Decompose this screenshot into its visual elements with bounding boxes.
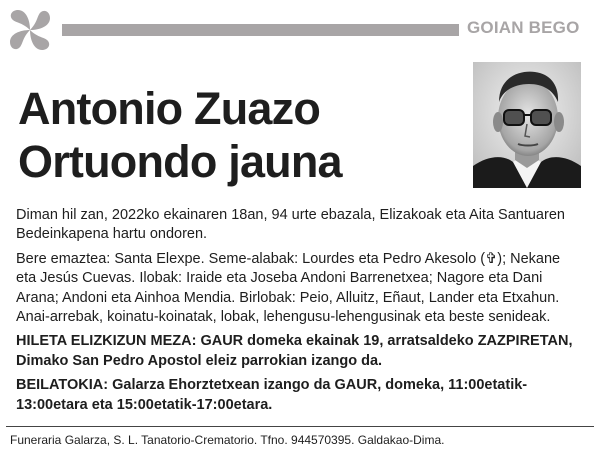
footer-funeral-home: Funeraria Galarza, S. L. Tanatorio-Crematorio. Tfno. 944570395. Galdakao-Dima. (10, 433, 445, 447)
header-label: GOIAN BEGO (467, 18, 580, 37)
wake-paragraph: BEILATOKIA: Galarza Ehorztetxean izango da GAUR, domeka, 11:00etatik-13:00etara eta 15:00etatik-17:00etara. (16, 377, 528, 413)
family-paragraph: Bere emaztea: Santa Elexpe. Seme-alabak: Lourdes eta Pedro Akesolo (✞); Nekane eta Jesús Cuevas. Ilobak: Iraide eta Joseba Andoni Barrenetxea; Nagore eta Dani Arana; Andoni eta Ainhoa Mendia. Birlobak: Peio, Alluitz, Eñaut, Lander eta Etxahun. Anai-arrebak, koinatu-koinatak, lobak, lehengusu-lehengusinak eta beste senideak. (16, 250, 561, 326)
portrait-photo (473, 62, 581, 188)
deceased-name-line1: Antonio Zuazo (18, 83, 321, 134)
funeral-mass-paragraph: HILETA ELIZKIZUN MEZA: GAUR domeka ekainak 19, arratsaldeko ZAZPIRETAN, Dimako San Pedro Apostol eleiz parrokian izango da. (16, 333, 573, 369)
header-bar (62, 24, 459, 36)
footer-divider (6, 426, 594, 427)
obituary-body (16, 206, 584, 420)
deceased-name (18, 82, 342, 188)
death-notice-paragraph: Diman hil zan, 2022ko ekainaren 18an, 94 urte ebazala, Elizakoak eta Aita Santuaren Bedeinkapena hartu ondoren. (16, 207, 565, 243)
portrait-image (473, 62, 581, 188)
deceased-name-line2: Ortuondo jauna (18, 136, 342, 187)
lauburu-icon (6, 6, 54, 54)
